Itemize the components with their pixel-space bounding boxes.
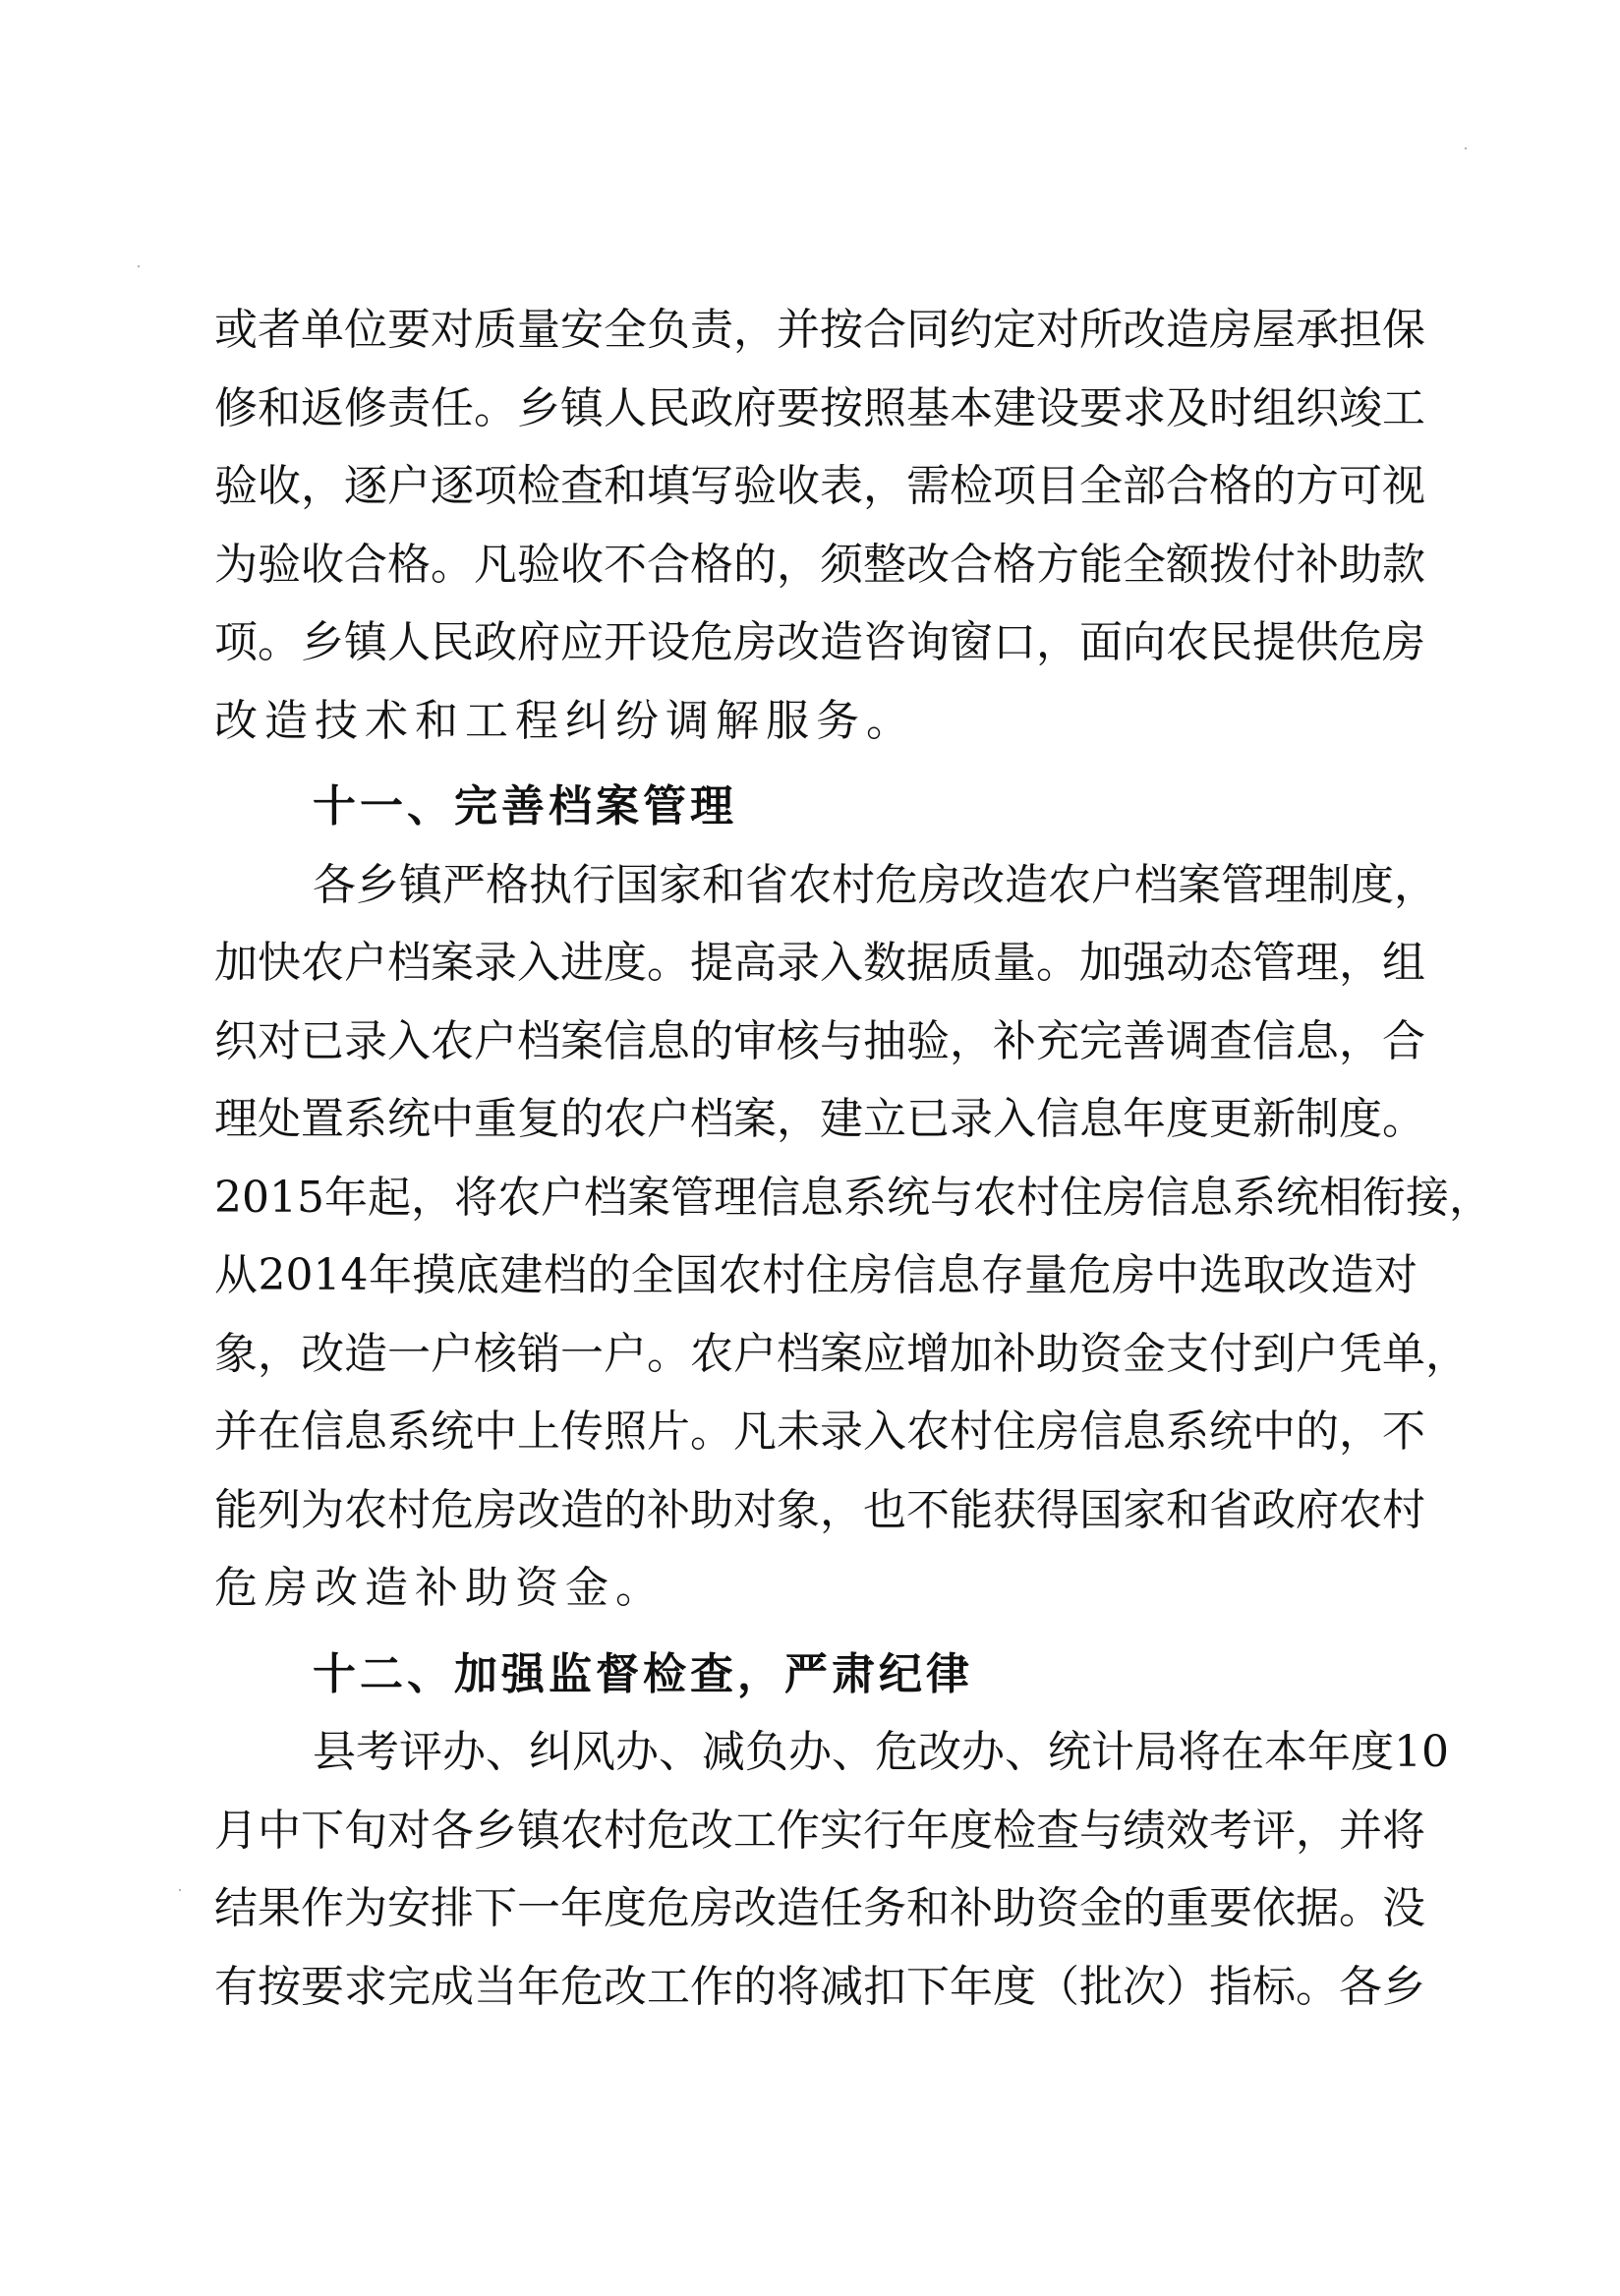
text-line: 项。乡镇人民政府应开设危房改造咨询窗口，面向农民提供危房: [214, 617, 1425, 667]
text-line: 验收，逐户逐项检查和填写验收表，需检项目全部合格的方可视: [214, 461, 1425, 511]
paragraph-continuation: [214, 291, 1425, 760]
scan-speck: [179, 1889, 181, 1891]
text-line: 象，改造一户核销一户。农户档案应增加补助资金支付到户凭单，: [214, 1328, 1469, 1379]
text-line: 为验收合格。凡验收不合格的，须整改合格方能全额拨付补助款: [214, 539, 1425, 590]
text-line: 月中下旬对各乡镇农村危改工作实行年度检查与绩效考评，并将: [214, 1805, 1425, 1856]
text-line: 或者单位要对质量安全负责，并按合同约定对所改造房屋承担保: [214, 305, 1425, 355]
text-line: 危房改造补助资金。: [214, 1563, 665, 1613]
text-line: 县考评办、纠风办、减负办、危改办、统计局将在本年度10: [313, 1727, 1449, 1777]
text-line: 并在信息系统中上传照片。凡未录入农村住房信息系统中的，不: [214, 1406, 1425, 1457]
scan-speck: [138, 265, 140, 267]
text-line: 加快农户档案录入进度。提高录入数据质量。加强动态管理，组: [214, 938, 1425, 988]
text-line: 各乡镇严格执行国家和省农村危房改造农户档案管理制度，: [313, 859, 1437, 910]
text-line: 理处置系统中重复的农户档案，建立已录入信息年度更新制度。: [214, 1094, 1425, 1144]
section-heading-11: 十一、完善档案管理: [313, 781, 737, 832]
text-line: 结果作为安排下一年度危房改造任务和补助资金的重要依据。没: [214, 1883, 1425, 1933]
text-line: 改造技术和工程纠纷调解服务。: [214, 695, 916, 746]
section-heading-12: 十二、加强监督检查，严肃纪律: [313, 1648, 973, 1699]
text-line: 从2014年摸底建档的全国农村住房信息存量危房中选取改造对: [214, 1250, 1418, 1300]
scan-speck: [1465, 147, 1467, 149]
text-line: 修和返修责任。乡镇人民政府要按照基本建设要求及时组织竣工: [214, 382, 1425, 433]
paragraph-supervision: [214, 1713, 1449, 2026]
text-line: 有按要求完成当年危改工作的将减扣下年度（批次）指标。各乡: [214, 1961, 1425, 2012]
text-line: 2015年起，将农户档案管理信息系统与农村住房信息系统相衔接，: [214, 1172, 1492, 1223]
document-page: [214, 291, 1492, 2026]
text-line: 能列为农村危房改造的补助对象，也不能获得国家和省政府农村: [214, 1484, 1425, 1535]
paragraph-archive-management: [214, 846, 1492, 1628]
text-line: 织对已录入农户档案信息的审核与抽验，补充完善调查信息，合: [214, 1015, 1425, 1066]
